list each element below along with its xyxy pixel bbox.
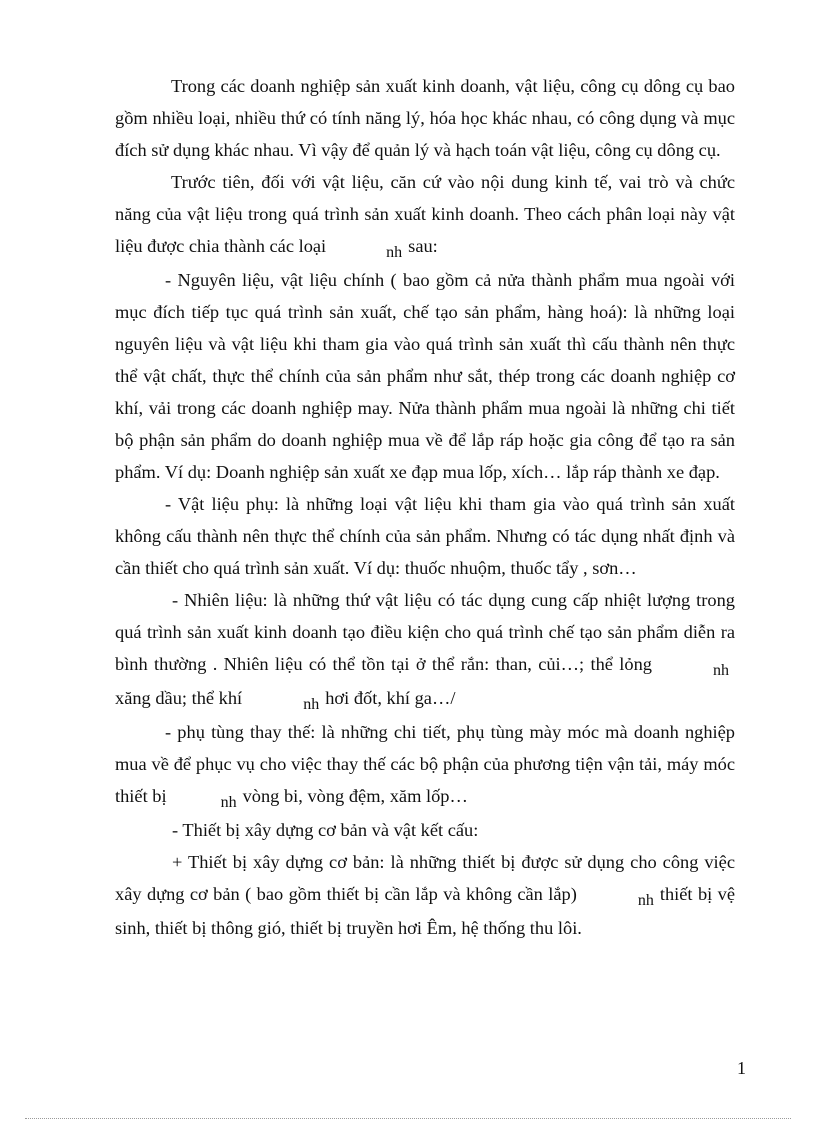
paragraph-intro: Trong các doanh nghiệp sản xuất kinh doanh, vật liệu, công cụ dông cụ bao gồm nhiều loại, nhiều thứ có tính năng lý, hóa học khác nhau, có công dụng và mục đích sử dụng khác nhau. Vì vậy để quản lý và hạch toán vật liệu, công cụ dông cụ. [115, 76, 735, 160]
paragraph-text: Trước tiên, đối với vật liệu, căn cứ vào nội dung kinh tế, vai trò và chức năng của vật liệu trong quá trình sản xuất kinh doanh. Theo cách phân loại này vật liệu được chia thành các loại [115, 172, 735, 256]
paragraph-main-materials: - Nguyên liệu, vật liệu chính ( bao gồm cả nửa thành phẩm mua ngoài với mục đích tiếp tục quá trình sản xuất, chế tạo sản phẩm, hàng hoá): là những loại nguyên liệu và vật liệu khi tham gia vào quá trình sản xuất thì cấu thành nên thực thể vật chất, thực thể chính của sản phẩm như sắt, thép trong các doanh nghiệp cơ khí, vải trong các doanh nghiệp may. Nửa thành phẩm mua ngoài là những chi tiết bộ phận sản phẩm do doanh nghiệp mua về để lắp ráp hoặc gia công để tạo ra sản phẩm. Ví dụ: Doanh nghiệp sản xuất xe đạp mua lốp, xích… lắp ráp thành xe đạp. [115, 270, 735, 482]
abbrev-nh: nh [637, 892, 654, 909]
paragraph-construction-equipment-detail [115, 846, 735, 944]
abbrev-nh: nh [303, 696, 320, 713]
paragraph-text: thiết bị vệ sinh, thiết bị thông gió, thiết bị truyền hơi Êm, hệ thống thu lôi. [115, 884, 735, 938]
paragraph-text: sau: [408, 236, 438, 256]
paragraph-text: + Thiết bị xây dựng cơ bản: là những thiết bị được sử dụng cho công việc xây dựng cơ bản ( bao gồm thiết bị cần lắp và không cần lắp) [115, 852, 735, 904]
paragraph-text: - phụ tùng thay thế: là những chi tiết, phụ tùng mày móc mà doanh nghiệp mua về để phục vụ cho việc thay thế các bộ phận của phương tiện vận tải, máy móc thiết bị [115, 722, 735, 806]
paragraph-auxiliary-materials: - Vật liệu phụ: là những loại vật liệu khi tham gia vào quá trình sản xuất không cấu thành nên thực thể chính của sản phẩm. Nhưng có tác dụng nhất định và cần thiết cho quá trình sản xuất. Ví dụ: thuốc nhuộm, thuốc tẩy , sơn… [115, 494, 735, 578]
paragraph-text: vòng bi, vòng đệm, xăm lốp… [242, 786, 468, 806]
document-body [115, 70, 735, 944]
paragraph-fuel [115, 584, 735, 716]
page-number: 1 [737, 1058, 746, 1078]
abbrev-nh: nh [220, 794, 237, 811]
paragraph-text: xăng dầu; thể khí [115, 688, 243, 708]
page-bottom-divider [25, 1118, 791, 1119]
paragraph-text: hơi đốt, khí ga…/ [325, 688, 456, 708]
paragraph-construction-equipment: - Thiết bị xây dựng cơ bản và vật kết cấu: [172, 820, 479, 840]
abbrev-nh: nh [386, 244, 403, 261]
abbrev-nh: nh [713, 662, 729, 679]
paragraph-spare-parts [115, 716, 735, 814]
paragraph-classification [115, 166, 735, 264]
paragraph-text: - Nhiên liệu: là những thứ vật liệu có tác dụng cung cấp nhiệt lượng trong quá trình sản xuất kinh doanh tạo điều kiện cho quá trình chế tạo sản phẩm diễn ra bình thường . Nhiên liệu có thể tồn tại ở thể rắn: than, củi…; thể lỏng [115, 590, 735, 674]
